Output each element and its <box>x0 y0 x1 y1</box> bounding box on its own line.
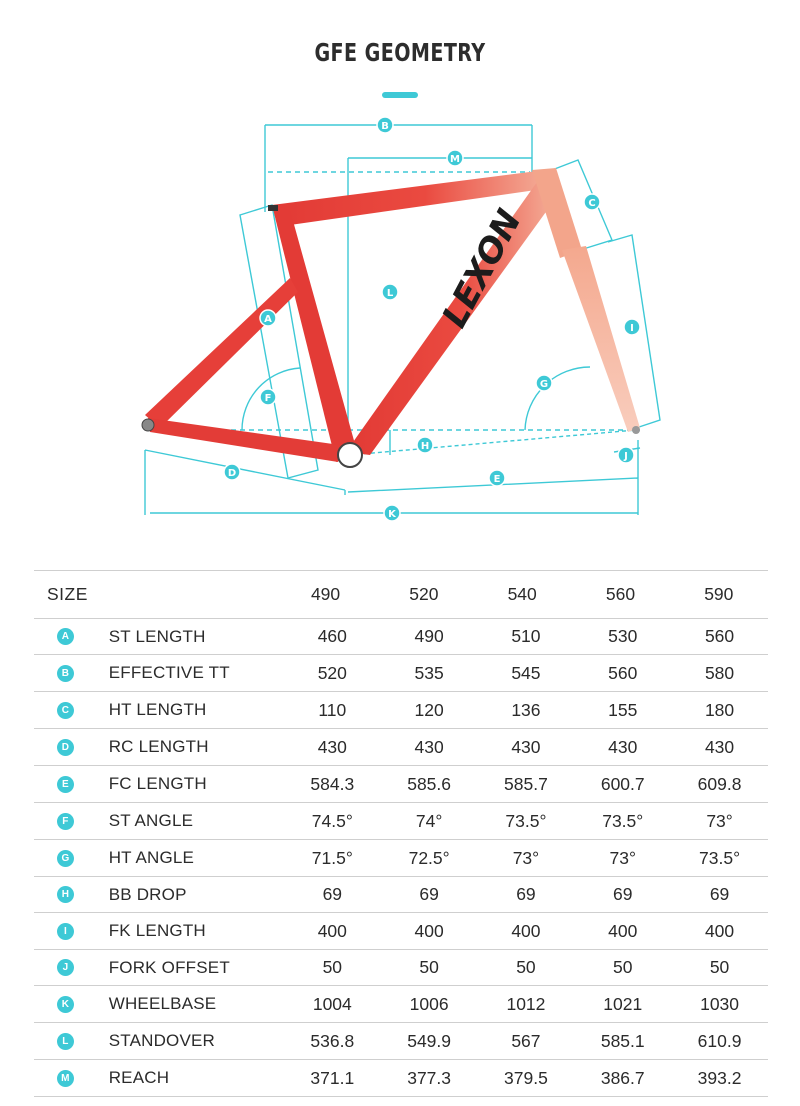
row-badge-wrap <box>34 850 97 867</box>
table-cell: 490 <box>414 626 444 646</box>
table-cell: 1021 <box>603 993 643 1014</box>
table-cell: 430 <box>317 736 347 757</box>
marker-j <box>618 447 634 463</box>
table-cell: 400 <box>511 920 541 941</box>
row-marker-badge: L <box>57 1033 74 1050</box>
table-cell: 69 <box>322 884 343 904</box>
table-cell: 580 <box>704 662 735 683</box>
table-cell: 72.5° <box>408 847 450 868</box>
table-cell: 549.9 <box>407 1030 452 1051</box>
row-label: ST LENGTH <box>108 626 206 646</box>
table-cell: 430 <box>511 736 541 757</box>
row-label: HT ANGLE <box>108 848 195 867</box>
marker-f <box>260 389 276 405</box>
row-marker-badge: J <box>57 959 74 976</box>
table-row <box>34 1060 768 1097</box>
table-cell: 430 <box>414 736 444 757</box>
table-row <box>34 766 768 803</box>
marker-h <box>417 437 433 453</box>
table-cell: 69 <box>613 884 633 904</box>
size-header-label: SIZE <box>47 584 88 604</box>
table-cell: 400 <box>704 920 735 941</box>
row-marker-badge: H <box>57 886 74 903</box>
marker-l <box>382 284 398 300</box>
table-row <box>34 729 768 766</box>
row-badge-wrap <box>34 886 97 903</box>
row-marker-badge: A <box>57 628 74 645</box>
table-row <box>34 950 768 986</box>
size-header-cell: 590 <box>704 584 734 604</box>
table-cell: 73.5° <box>602 810 644 831</box>
table-cell: 73° <box>512 847 540 868</box>
marker-label: B <box>381 121 389 132</box>
table-row <box>34 655 768 692</box>
table-cell: 585.1 <box>600 1030 645 1051</box>
table-cell: 584.3 <box>310 773 355 794</box>
geometry-table <box>34 570 768 1097</box>
size-header-cell: 560 <box>605 584 636 604</box>
table-cell: 460 <box>317 626 347 646</box>
bicycle-frame <box>142 168 640 467</box>
table-row <box>34 840 768 877</box>
table-cell: 400 <box>608 920 638 941</box>
marker-b <box>377 117 393 133</box>
table-cell: 510 <box>511 626 541 646</box>
row-badge-wrap <box>34 739 97 756</box>
table-cell: 609.8 <box>697 773 742 794</box>
row-badge-wrap <box>34 776 97 793</box>
measurement-lines <box>145 125 660 515</box>
table-cell: 50 <box>516 957 536 977</box>
row-badge-wrap <box>34 813 97 830</box>
row-label: EFFECTIVE TT <box>108 663 230 682</box>
row-label: FK LENGTH <box>108 921 206 940</box>
marker-k <box>384 505 400 521</box>
table-cell: 50 <box>709 957 730 977</box>
row-marker-badge: K <box>57 996 74 1013</box>
table-cell: 1004 <box>312 993 352 1014</box>
table-cell: 74° <box>415 810 443 831</box>
table-row <box>34 877 768 913</box>
row-marker-badge: D <box>57 739 74 756</box>
table-cell: 393.2 <box>697 1067 742 1088</box>
table-cell: 69 <box>516 884 536 904</box>
marker-label: A <box>264 314 272 325</box>
row-badge-wrap <box>34 665 97 682</box>
table-cell: 567 <box>511 1030 541 1051</box>
table-cell: 585.6 <box>407 773 452 794</box>
table-cell: 71.5° <box>311 847 353 868</box>
table-cell: 400 <box>414 920 444 941</box>
row-label: RC LENGTH <box>108 737 209 756</box>
row-marker-badge: F <box>57 813 74 830</box>
table-cell: 50 <box>419 957 439 977</box>
row-badge-wrap <box>34 923 97 940</box>
marker-label: L <box>386 288 394 299</box>
table-cell: 69 <box>419 884 439 904</box>
row-badge-wrap <box>34 996 97 1013</box>
marker-a <box>260 310 276 326</box>
table-cell: 155 <box>608 699 638 720</box>
row-label: HT LENGTH <box>108 700 207 719</box>
size-header-cell: 490 <box>310 584 341 604</box>
row-marker-badge: C <box>57 702 74 719</box>
marker-d <box>224 464 240 480</box>
size-header-cell: 540 <box>507 584 537 604</box>
row-badge-wrap <box>34 1033 97 1050</box>
row-badge-wrap <box>34 1070 97 1087</box>
table-cell: 600.7 <box>600 773 645 794</box>
row-label: REACH <box>108 1068 170 1087</box>
table-cell: 560 <box>608 662 638 683</box>
marker-label: I <box>630 323 634 334</box>
table-cell: 545 <box>511 662 541 683</box>
table-row <box>34 1023 768 1060</box>
size-header-cell: 520 <box>409 584 439 604</box>
table-row <box>34 986 768 1023</box>
table-cell: 560 <box>704 626 735 646</box>
row-label: STANDOVER <box>108 1031 216 1050</box>
table-cell: 73° <box>706 810 733 831</box>
table-row <box>34 913 768 950</box>
table-cell: 1012 <box>506 993 546 1014</box>
table-row <box>34 803 768 840</box>
table-cell: 1030 <box>700 993 740 1014</box>
brand-logo: LEXON <box>434 203 530 335</box>
row-badge-wrap <box>34 959 97 976</box>
table-cell: 610.9 <box>697 1030 742 1051</box>
marker-label: J <box>624 451 628 462</box>
table-cell: 371.1 <box>310 1067 355 1088</box>
table-cell: 73° <box>609 847 636 868</box>
table-cell: 386.7 <box>600 1067 645 1088</box>
table-cell: 535 <box>414 662 444 683</box>
marker-c <box>584 194 600 210</box>
marker-g <box>536 375 552 391</box>
marker-e <box>489 470 505 486</box>
table-cell: 69 <box>709 884 730 904</box>
table-cell: 585.7 <box>504 773 548 794</box>
marker-label: F <box>264 393 272 404</box>
table-cell: 180 <box>704 699 735 720</box>
table-cell: 377.3 <box>407 1067 452 1088</box>
row-marker-badge: I <box>57 923 74 940</box>
table-cell: 110 <box>318 699 347 720</box>
table-cell: 1006 <box>409 993 449 1014</box>
table-cell: 430 <box>608 736 638 757</box>
marker-i <box>624 319 640 335</box>
page-title: GFE GEOMETRY <box>314 38 486 67</box>
marker-label: H <box>420 441 430 452</box>
table-cell: 74.5° <box>311 810 353 831</box>
row-label: FORK OFFSET <box>108 957 230 977</box>
row-badge-wrap <box>34 628 97 645</box>
marker-label: G <box>539 379 549 390</box>
table-cell: 520 <box>317 662 347 683</box>
row-badge-wrap <box>34 702 97 719</box>
row-marker-badge: M <box>57 1070 74 1087</box>
table-cell: 50 <box>613 957 633 977</box>
marker-label: M <box>450 154 460 165</box>
table-cell: 379.5 <box>504 1067 548 1088</box>
table-cell: 73.5° <box>699 847 741 868</box>
row-label: WHEELBASE <box>108 994 217 1013</box>
table-cell: 120 <box>414 699 444 720</box>
table-cell: 400 <box>317 920 347 941</box>
table-row <box>34 619 768 655</box>
row-label: FC LENGTH <box>108 774 207 793</box>
table-row <box>34 692 768 729</box>
table-cell: 136 <box>511 699 541 720</box>
marker-m <box>447 150 463 166</box>
table-cell: 430 <box>704 736 735 757</box>
marker-label: C <box>588 198 596 209</box>
marker-label: K <box>388 509 396 520</box>
row-marker-badge: E <box>57 776 74 793</box>
row-label: ST ANGLE <box>108 811 194 830</box>
table-cell: 530 <box>608 626 638 646</box>
row-label: BB DROP <box>108 884 187 904</box>
row-marker-badge: B <box>57 665 74 682</box>
table-cell: 73.5° <box>505 810 547 831</box>
table-cell: 536.8 <box>310 1030 355 1051</box>
table-header-row <box>34 570 768 619</box>
table-cell: 50 <box>322 957 343 977</box>
row-marker-badge: G <box>57 850 74 867</box>
marker-label: E <box>493 474 501 485</box>
marker-label: D <box>227 468 237 479</box>
